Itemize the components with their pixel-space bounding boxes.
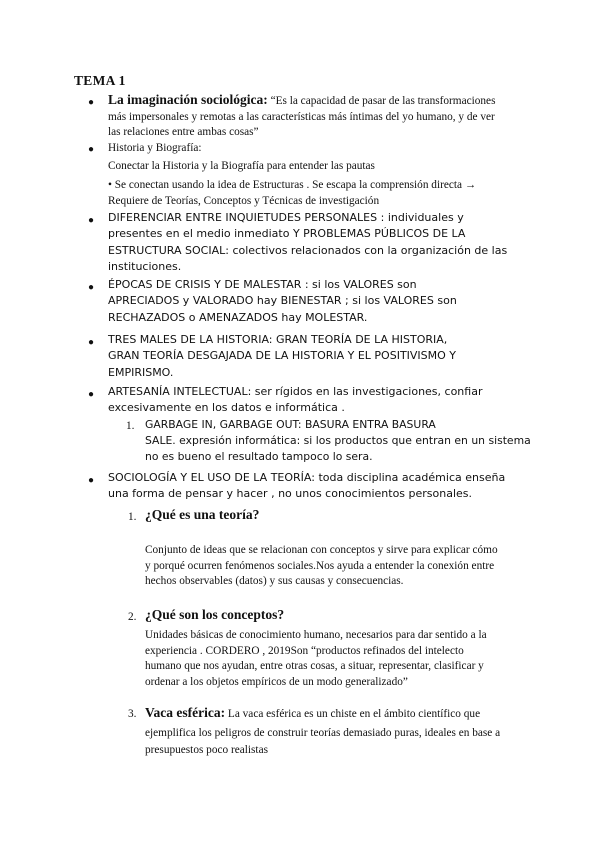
question-heading: ¿Qué son los conceptos? [145,607,285,622]
question-answer [145,628,530,690]
page-title: TEMA 1 [74,73,126,88]
list-item-text: no es bueno el resultado tampoco lo sera. [145,450,373,464]
bullet-text: “Es la capacidad de pasar de las transformaciones [267,95,496,107]
bullet-text: APRECIADOS y VALORADO hay BIENESTAR ; si los VALORES son [108,294,457,308]
list-number: 2. [128,611,137,623]
bullet-text: una forma de pensar y hacer , no unos conocimientos personales. [108,487,473,501]
bullet-text: instituciones. [108,260,182,274]
bullet-icon: ● [88,215,95,226]
bullet-text: EMPIRISMO. [108,365,174,379]
answer-text: Unidades básicas de conocimiento humano, necesarios para dar sentido a la [145,629,487,641]
bullet-imaginacion [108,92,528,141]
bullet-text: Historia y Biografía: [108,142,202,154]
answer-text: ordenar a los objetos empíricos de un modo generalizado” [145,675,408,688]
bullet-epocas [108,277,528,326]
bullet-diferenciar [108,210,528,276]
answer-text: presupuestos poco realistas [145,744,268,757]
bullet-text: SOCIOLOGÍA Y EL USO DE LA TEORÍA: toda disciplina académica enseña [108,471,506,484]
bullet-icon: ● [88,475,95,486]
question-heading: Vaca esférica: [145,705,226,720]
list-item-text: GARBAGE IN, GARBAGE OUT: BASURA ENTRA BASURA [145,418,436,431]
bullet-text: GRAN TEORÍA DESGAJADA DE LA HISTORIA Y EL POSITIVISMO Y [108,349,457,363]
list-number: 1. [126,420,135,432]
answer-text: ejemplifica los peligros de construir teorías demasiado puras, ideales en base a [145,726,501,739]
bullet-text: RECHAZADOS o AMENAZADOS hay MOLESTAR. [108,310,368,324]
bullet-text: ARTESANÍA INTELECTUAL: ser rígidos en las investigaciones, confiar [108,385,483,398]
answer-text: humano que nos ayudan, entre otras cosas, a situar, representar, clasificar y [145,660,484,673]
bullet-text: ESTRUCTURA SOCIAL: colectivos relacionados con la organización de las [108,243,508,257]
bullet-text: las relaciones entre ambas cosas” [108,126,259,139]
bullet-icon: ● [88,282,95,293]
answer-text: Conjunto de ideas que se relacionan con conceptos y sirve para explicar cómo [145,544,498,556]
bullet-text: Requiere de Teorías, Conceptos y Técnicas de investigación [108,194,380,207]
bullet-historia [108,141,528,209]
list-item-garbage [145,417,530,466]
bullet-text: TRES MALES DE LA HISTORIA: GRAN TEORÍA DE LA HISTORIA, [108,333,448,346]
list-number: 1. [128,511,137,523]
answer-text: hechos observables (datos) y sus causas y consecuencias. [145,575,404,588]
bullet-text: Conectar la Historia y la Biografía para entender las pautas [108,159,375,172]
question-answer [145,705,530,759]
bullet-icon: ● [88,144,95,155]
bullet-text: DIFERENCIAR ENTRE INQUIETUDES PERSONALES : individuales y [108,211,464,224]
bullet-text: más impersonales y remotas a las características más íntimas del yo humano, y de ver [108,110,495,123]
list-item-text: SALE. expresión informática: si los productos que entran en un sistema [145,434,531,448]
bullet-artesania [108,384,528,417]
bullet-tres-males [108,332,528,381]
bullet-heading: La imaginación sociológica: [108,92,268,107]
bullet-text: excesivamente en los datos e informática . [108,401,345,415]
bullet-text: presentes en el medio inmediato Y PROBLEMAS PÚBLICOS DE LA [108,227,466,241]
bullet-sociologia [108,470,528,503]
answer-text: experiencia . CORDERO , 2019Son “productos refinados del intelecto [145,644,464,657]
bullet-icon: ● [88,97,95,108]
list-number: 3. [128,708,137,720]
question-heading: ¿Qué es una teoría? [145,507,260,522]
answer-text: y porqué ocurren fenómenos sociales.Nos ayuda a entender la conexión entre [145,559,495,572]
bullet-icon: ● [88,337,95,348]
answer-text: La vaca esférica es un chiste en el ámbito científico que [225,708,481,720]
bullet-text: • Se conectan usando la idea de Estructuras . Se escapa la comprensión directa → [108,179,477,192]
question-answer [145,543,530,590]
bullet-icon: ● [88,389,95,400]
bullet-text: ÉPOCAS DE CRISIS Y DE MALESTAR : si los VALORES son [108,278,417,291]
